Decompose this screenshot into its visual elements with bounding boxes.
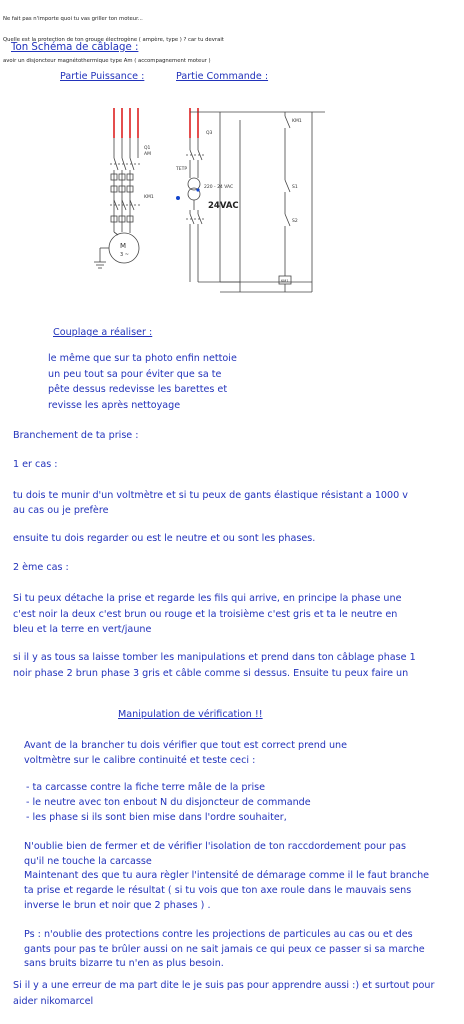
- power-lines: [114, 108, 198, 138]
- label-km1: KM1: [144, 195, 154, 200]
- cas1-text: [13, 488, 408, 518]
- partie-puissance-label: Partie Puissance :: [60, 71, 145, 82]
- label-q3: Q3: [206, 131, 213, 136]
- motor-label: M: [120, 242, 127, 250]
- ps-text: [24, 928, 425, 972]
- text-line: ta prise et regarde le résultat ( si tu vois que ton axe roule dans le mauvais sens: [24, 885, 412, 897]
- text-line: Ps : n'oublie des protections contre les projections de particules au cas ou et des: [24, 929, 413, 940]
- branchement-heading: Branchement de ta prise :: [13, 430, 139, 441]
- text-line: N'oublie bien de fermer et de vérifier l'isolation de ton raccdordement pour pas: [24, 841, 406, 852]
- motor-phase-label: 3 ~: [120, 252, 129, 258]
- text-line: c'est noir la deux c'est brun ou rouge et la troisième c'est gris et ta le neutre en: [13, 608, 398, 620]
- label-am: AM: [144, 152, 151, 157]
- text-line: gants pour pas te brûler aussi on ne sait jamais ce qui peux ce passer si sa marche: [24, 943, 425, 955]
- text-line: Si tu peux détache la prise et regarde les fils qui arrive, en principe la phase une: [13, 593, 402, 604]
- text-line: revisse les après nettoyage: [48, 399, 181, 411]
- final-text: [13, 978, 434, 1010]
- top-note-line: avoir un disjoncteur magnétothermique type Am ( accompagnement moteur ): [3, 58, 211, 64]
- text-line: le même que sur ta photo enfin nettoie: [48, 353, 237, 364]
- text-line: Avant de la brancher tu dois vérifier que tout est correct prend une: [24, 740, 348, 751]
- label-vac-small: 220 - 24 VAC: [204, 185, 234, 190]
- cas1-heading: 1 er cas :: [13, 459, 58, 470]
- label-km1-top: KM1: [292, 119, 302, 124]
- text-line: aider nikomarcel: [13, 996, 94, 1007]
- terminal-dot: [196, 188, 199, 191]
- avant-text: [24, 738, 347, 768]
- text-line: qu'il ne touche la carcasse: [24, 855, 152, 867]
- manipulation-title: Manipulation de vérification !!: [118, 709, 263, 720]
- text-line: bleu et la terre en vert/jaune: [13, 624, 152, 635]
- label-s2: S2: [292, 219, 298, 224]
- text-line: noir phase 2 brun phase 3 gris et câble comme si dessus. Ensuite tu peux faire un: [13, 668, 409, 679]
- couplage-title: Couplage a réaliser :: [53, 327, 153, 338]
- text-line: au cas ou je prefère: [13, 505, 109, 516]
- ensuite-text: ensuite tu dois regarder ou est le neutre et ou sont les phases.: [13, 533, 316, 544]
- page-heading: Ton Schéma de câblage :: [11, 42, 139, 53]
- list-item: - le neutre avec ton enbout N du disjoncteur de commande: [26, 797, 311, 808]
- text-line: pête dessus redevisse les barettes et: [48, 384, 228, 395]
- label-s1: S1: [292, 185, 298, 190]
- text-line: Si il y a une erreur de ma part dite le je suis pas pour apprendre aussi :) et surtout pour: [13, 980, 435, 991]
- text-line: un peu tout sa pour éviter que sa te: [48, 368, 222, 380]
- list-item: - ta carcasse contre la fiche terre mâle de la prise: [26, 782, 266, 793]
- terminal-dot: [176, 196, 180, 200]
- cas2-heading: 2 ème cas :: [13, 562, 69, 573]
- label-24vac: 24VAC: [208, 201, 239, 211]
- text-line: sans bruits bizarre tu n'en as plus besoin.: [24, 958, 224, 970]
- list-item: - les phase si ils sont bien mise dans l'ordre souhaiter,: [26, 812, 287, 823]
- couplage-text: [48, 351, 237, 413]
- label-q1: Q1: [144, 146, 151, 151]
- wiring-diagram: [80, 102, 325, 302]
- noublie-text: [24, 840, 429, 914]
- text-line: tu dois te munir d'un voltmètre et si tu peux de gants élastique résistant a 1000 v: [13, 490, 408, 501]
- top-note: [3, 2, 224, 72]
- label-tetp: TETP: [176, 167, 188, 172]
- text-line: voltmètre sur le calibre continuité et teste ceci :: [24, 755, 256, 766]
- cas2-text: [13, 591, 401, 638]
- top-note-line: Ne fait pas n'importe quoi tu vas griller ton moteur...: [3, 16, 143, 22]
- text-line: inverse le brun et noir que 2 phases ) .: [24, 899, 211, 911]
- partie-commande-label: Partie Commande :: [176, 71, 269, 82]
- text-line: si il y as tous sa laisse tomber les manipulations et prend dans ton câblage phase 1: [13, 652, 416, 663]
- text-line: Maintenant des que tu aura règler l'intensité de démarage comme il le faut branche: [24, 870, 430, 882]
- top-note-line: Quelle est la protection de ton groupe électrogène ( ampère, type ) ? car tu devrait: [3, 37, 224, 43]
- si-il-y-as-text: [13, 650, 416, 682]
- bullet-list: [26, 780, 311, 825]
- label-km1-coil: KM1: [281, 279, 289, 283]
